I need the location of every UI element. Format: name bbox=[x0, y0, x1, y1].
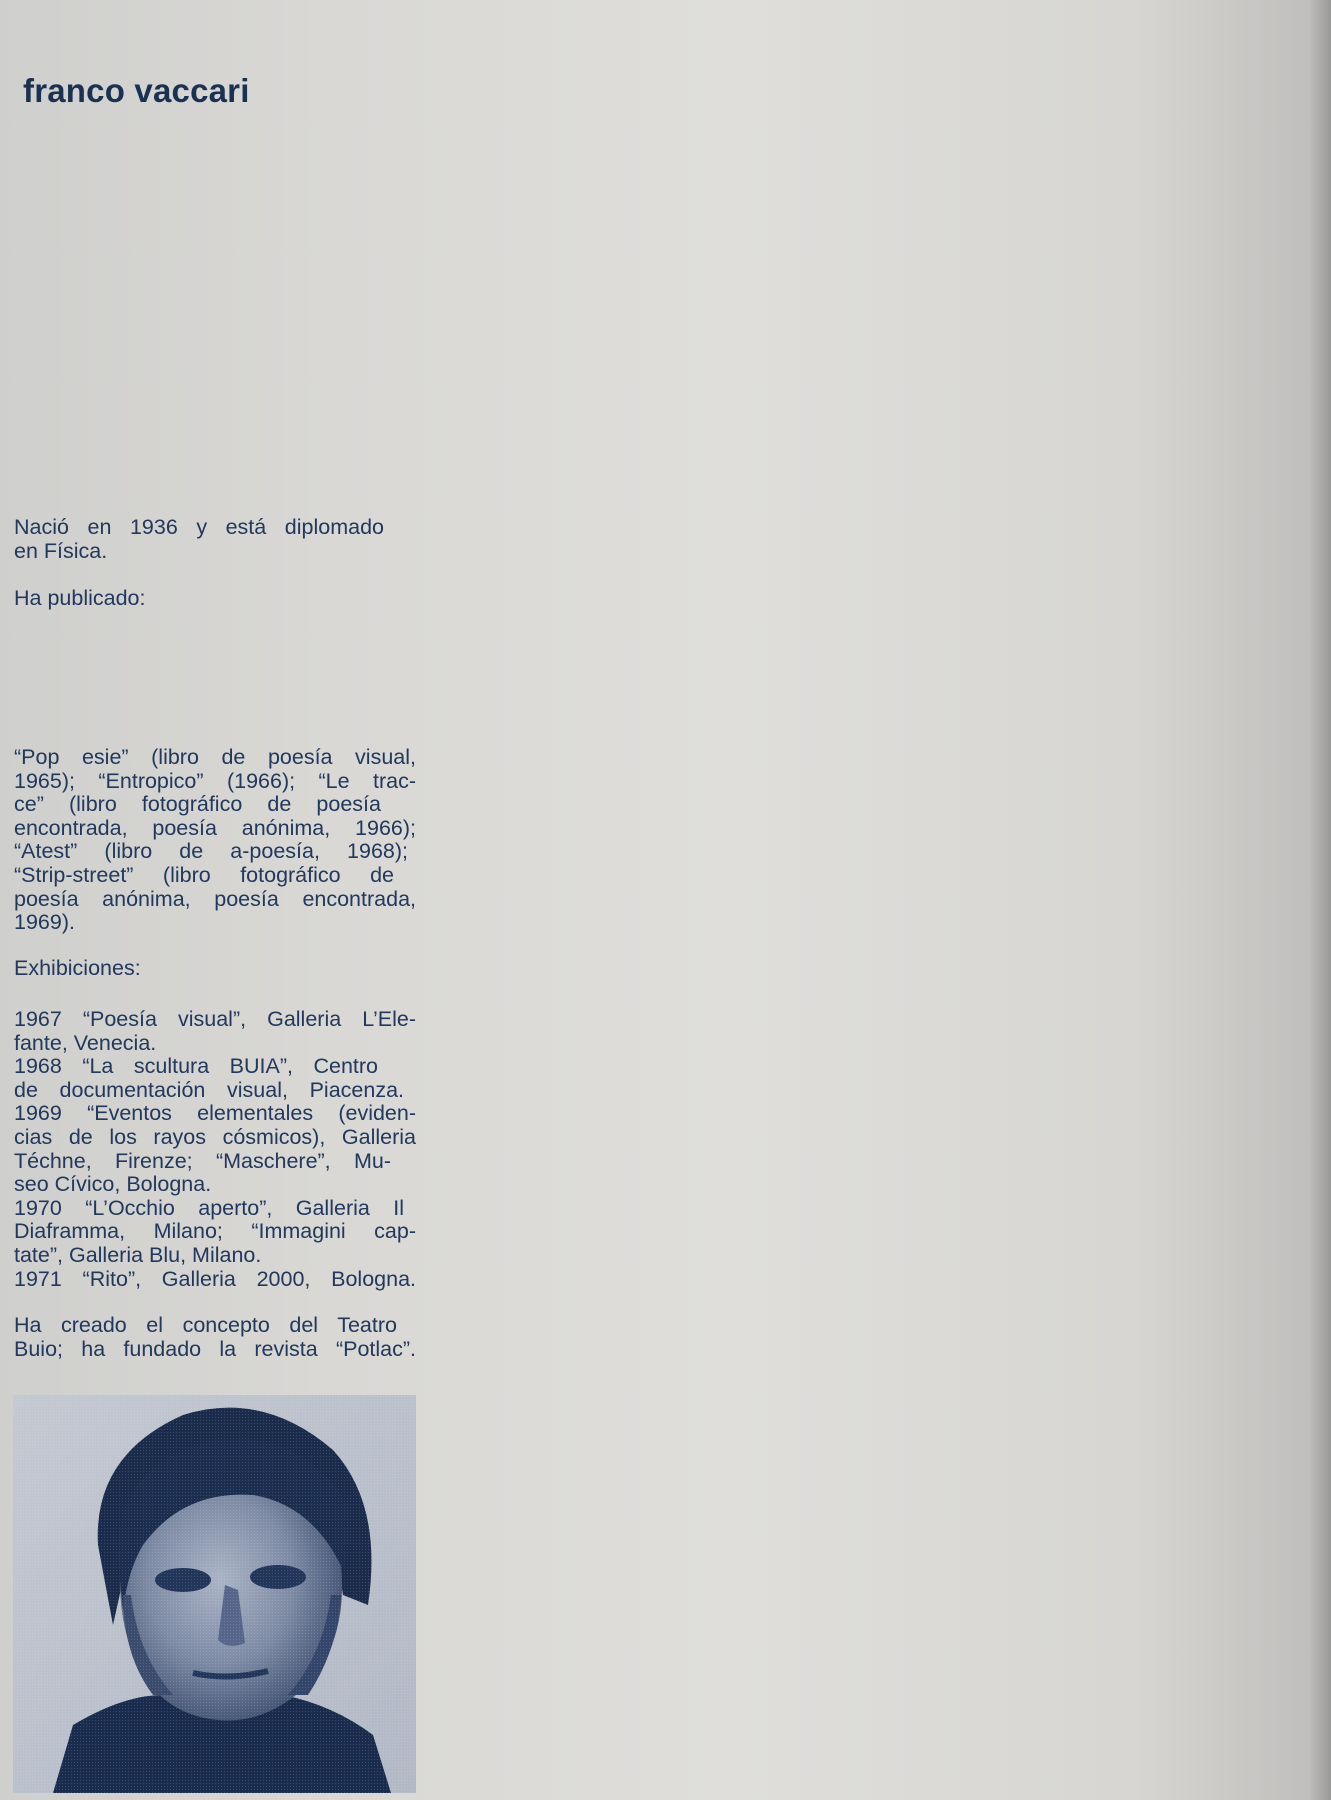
exhibition-line: 1970 “L’Occhio aperto”, Galleria Il bbox=[14, 1195, 404, 1220]
exhibition-line: 1967 “Poesía visual”, Galleria L’Ele- bbox=[14, 1007, 416, 1031]
exhibitions-heading: Exhibiciones: bbox=[14, 956, 141, 980]
exhibitions-paragraph bbox=[14, 1008, 416, 1291]
published-line: “Pop esie” (libro de poesía visual, bbox=[14, 745, 416, 769]
intro-line: en Física. bbox=[14, 538, 108, 563]
exhibition-line: seo Cívico, Bologna. bbox=[14, 1172, 212, 1197]
exhibition-line: 1971 “Rito”, Galleria 2000, Bologna. bbox=[14, 1266, 416, 1291]
closing-line: Ha creado el concepto del Teatro bbox=[14, 1313, 397, 1337]
portrait-illustration bbox=[13, 1395, 416, 1793]
exhibition-line: 1968 “La scultura BUIA”, Centro bbox=[14, 1054, 378, 1079]
intro-paragraph bbox=[14, 516, 416, 563]
exhibition-line: de documentación visual, Piacenza. bbox=[14, 1077, 404, 1102]
exhibition-line: 1969 “Eventos elementales (eviden- bbox=[14, 1101, 416, 1126]
exhibition-line: tate”, Galleria Blu, Milano. bbox=[14, 1242, 262, 1267]
published-line: “Atest” (libro de a-poesía, 1968); bbox=[14, 839, 408, 864]
exhibition-line: Diaframma, Milano; “Immagini cap- bbox=[14, 1219, 416, 1244]
page-edge-shadow bbox=[1309, 0, 1331, 1800]
author-portrait-photo bbox=[13, 1395, 416, 1793]
exhibition-line: Téchne, Firenze; “Maschere”, Mu- bbox=[14, 1148, 391, 1173]
published-line: ce” (libro fotográfico de poesía bbox=[14, 792, 381, 817]
closing-paragraph bbox=[14, 1314, 416, 1361]
published-line: 1969). bbox=[14, 910, 75, 935]
author-name: franco vaccari bbox=[23, 72, 250, 109]
published-line: poesía anónima, poesía encontrada, bbox=[14, 886, 416, 911]
intro-line: Nació en 1936 y está diplomado bbox=[14, 515, 384, 539]
published-heading: Ha publicado: bbox=[14, 586, 146, 610]
published-line: 1965); “Entropico” (1966); “Le trac- bbox=[14, 768, 416, 793]
published-line: encontrada, poesía anónima, 1966); bbox=[14, 815, 416, 840]
published-line: “Strip-street” (libro fotográfico de bbox=[14, 862, 394, 887]
closing-line: Buio; ha fundado la revista “Potlac”. bbox=[14, 1336, 416, 1361]
exhibition-line: cias de los rayos cósmicos), Galleria bbox=[14, 1124, 416, 1149]
published-paragraph bbox=[14, 746, 416, 935]
exhibition-line: fante, Venecia. bbox=[14, 1030, 157, 1055]
